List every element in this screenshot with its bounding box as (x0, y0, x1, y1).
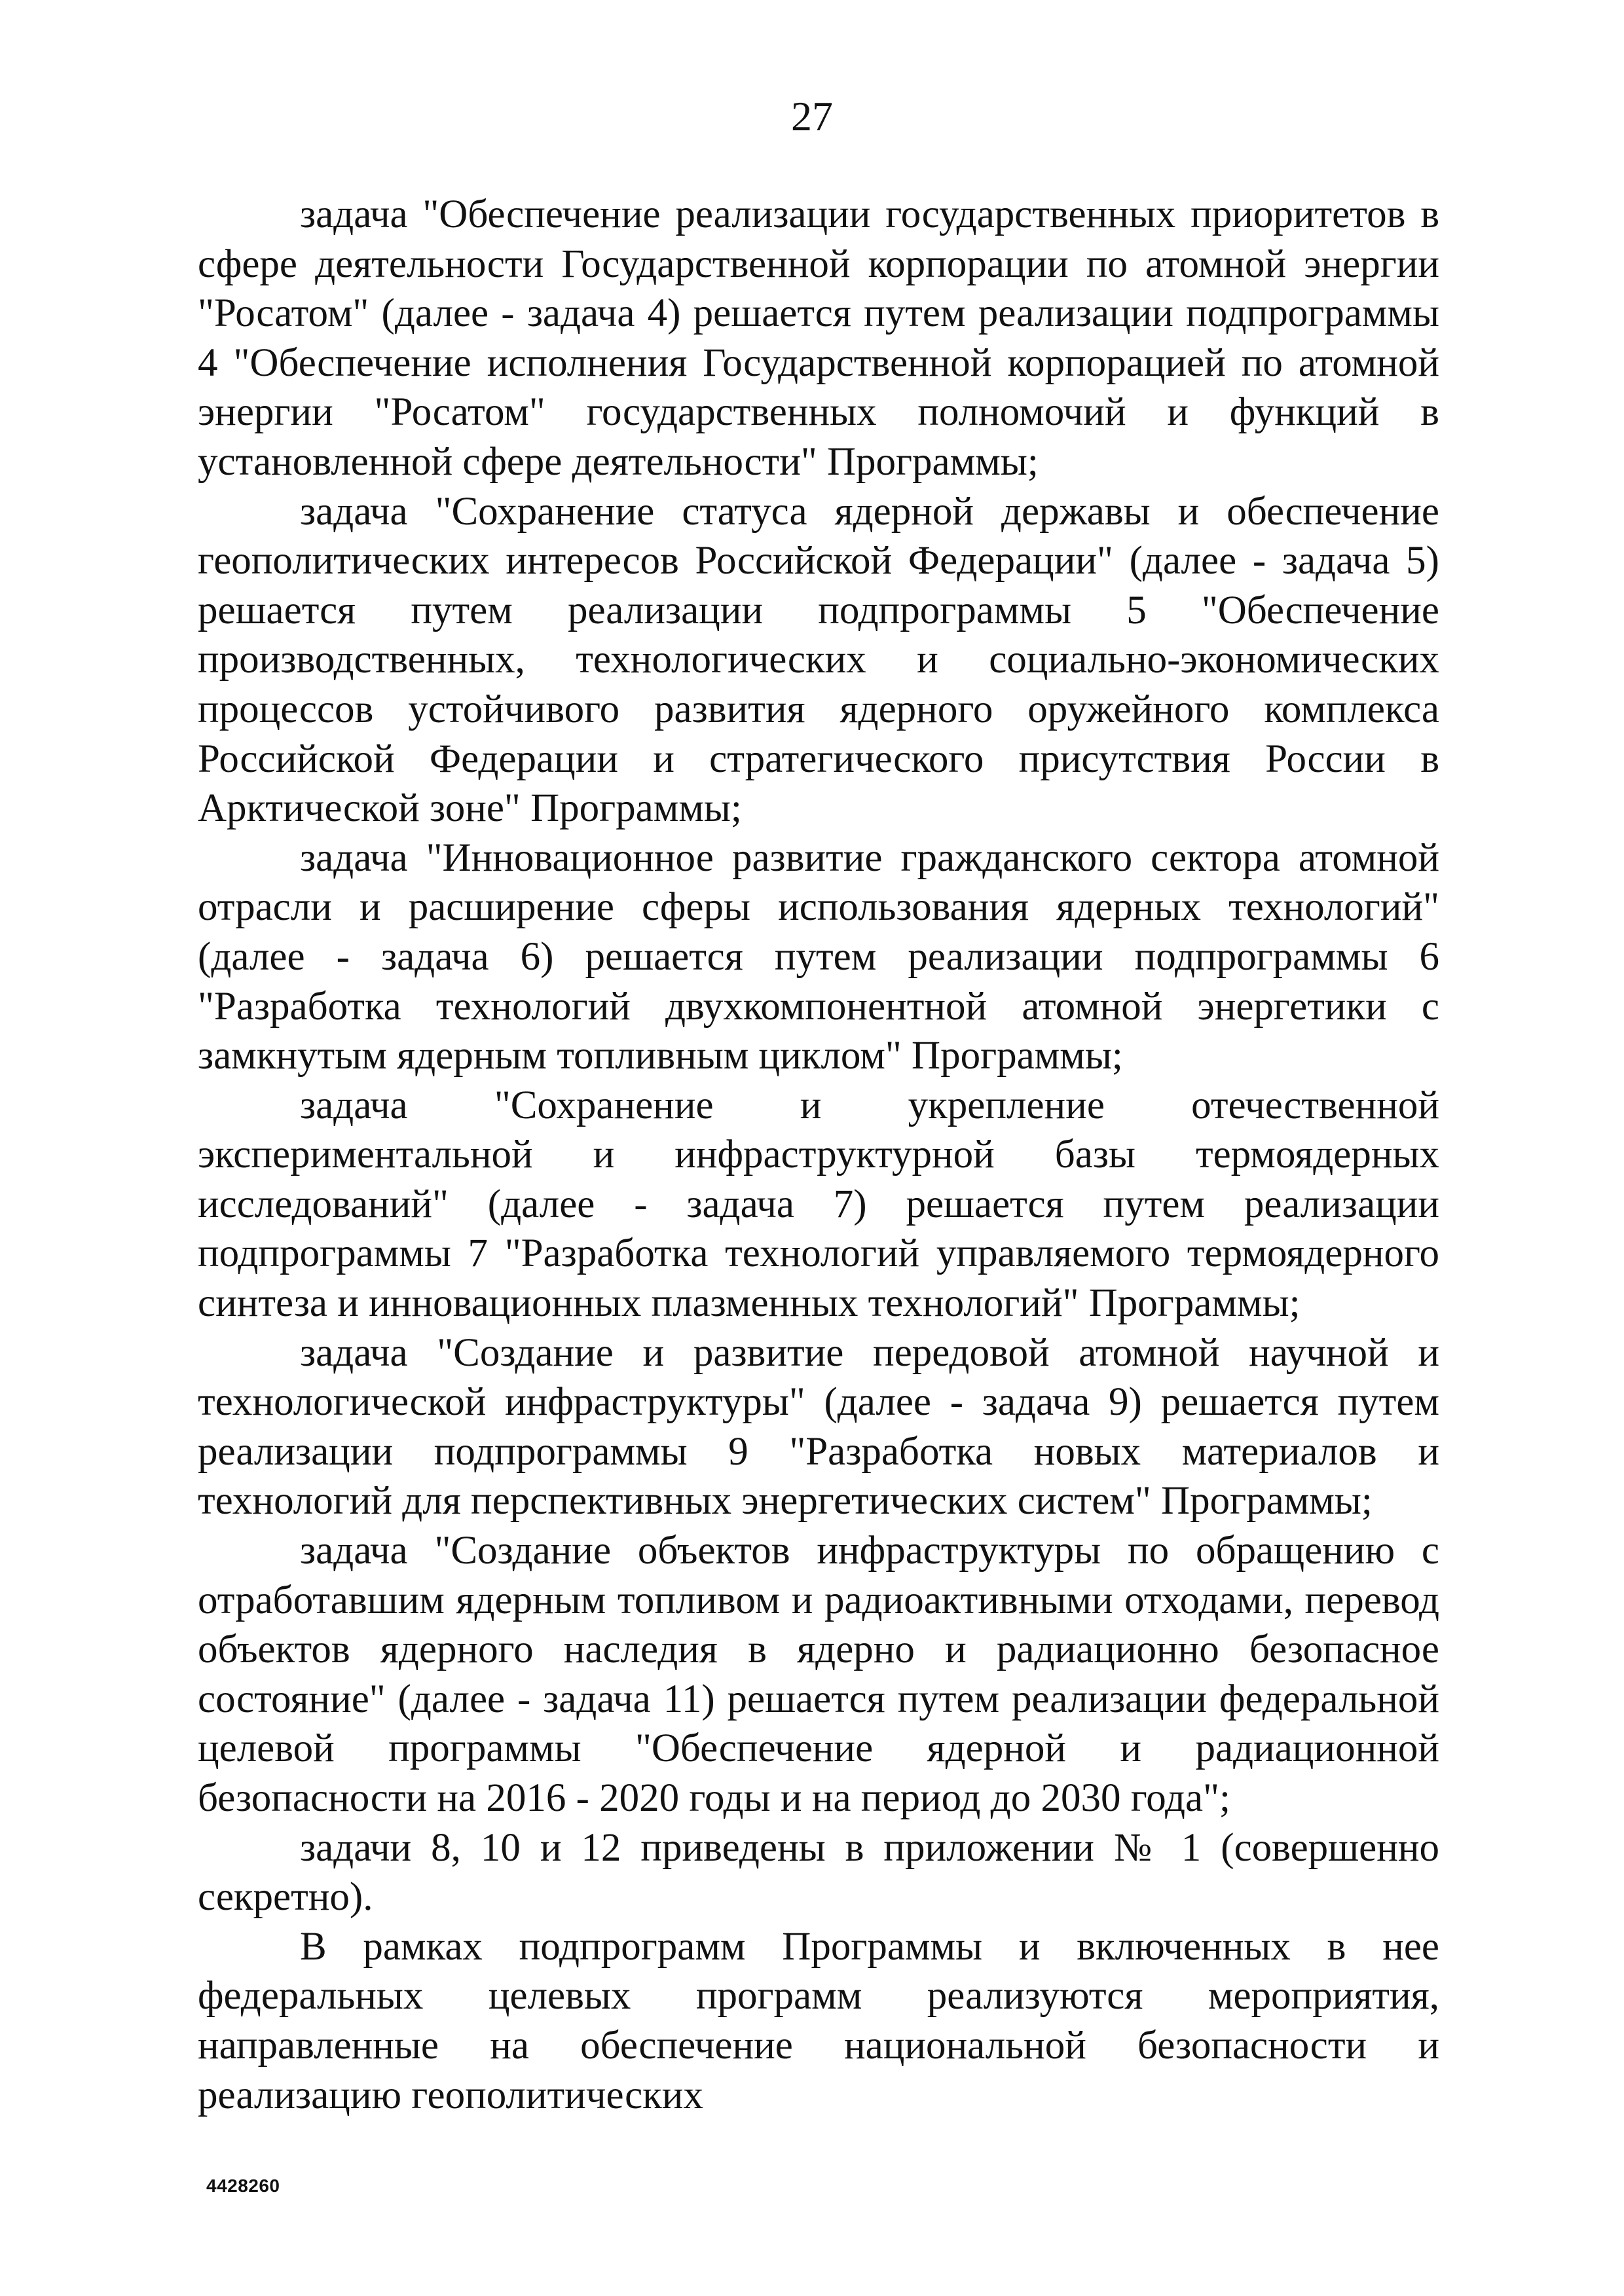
paragraph-task-6: задача "Инновационное развитие гражданского сектора атомной отрасли и расширение сферы использования ядерных технологий" (далее - задача 6) решается путем реализации подпрограммы 6 "Разработка технологий двухкомпонентной атомной энергетики с замкнутым ядерным топливным циклом" Программы; (198, 835, 1439, 1078)
document-code: 4428260 (206, 2176, 280, 2196)
paragraph-secret-tasks: задачи 8, 10 и 12 приведены в приложении № 1 (совершенно секретно). (198, 1825, 1439, 1920)
paragraph-task-7: задача "Сохранение и укрепление отечественной экспериментальной и инфраструктурной базы термоядерных исследований" (далее - задача 7) решается путем реализации подпрограммы 7 "Разработка технологий управляемого термоядерного синтеза и инновационных плазменных технологий" Программы; (198, 1083, 1439, 1326)
body-text (198, 190, 1439, 2120)
paragraph-subprograms: В рамках подпрограмм Программы и включенных в нее федеральных целевых программ реализуются мероприятия, направленные на обеспечение национальной безопасности и реализацию геополитических (198, 1924, 1439, 2117)
paragraph-task-9: задача "Создание и развитие передовой атомной научной и технологической инфраструктуры" (далее - задача 9) решается путем реализации подпрограммы 9 "Разработка новых материалов и технологий для перспективных энергетических систем" Программы; (198, 1330, 1439, 1523)
paragraph-task-5: задача "Сохранение статуса ядерной державы и обеспечение геополитических интересов Российской Федерации" (далее - задача 5) решается путем реализации подпрограммы 5 "Обеспечение производственных, технологических и социально-экономических процессов устойчивого развития ядерного оружейного комплекса Российской Федерации и стратегического присутствия России в Арктической зоне" Программы; (198, 489, 1439, 831)
page-number: 27 (791, 93, 833, 139)
paragraph-task-4: задача "Обеспечение реализации государственных приоритетов в сфере деятельности Государственной корпорации по атомной энергии "Росатом" (далее - задача 4) решается путем реализации подпрограммы 4 "Обеспечение исполнения Государственной корпорацией по атомной энергии "Росатом" государственных полномочий и функций в установленной сфере деятельности" Программы; (198, 192, 1439, 484)
paragraph-task-11: задача "Создание объектов инфраструктуры по обращению с отработавшим ядерным топливом и радиоактивными отходами, перевод объектов ядерного наследия в ядерно и радиационно безопасное состояние" (далее - задача 11) решается путем реализации федеральной целевой программы "Обеспечение ядерной и радиационной безопасности на 2016 - 2020 годы и на период до 2030 года"; (198, 1529, 1439, 1820)
